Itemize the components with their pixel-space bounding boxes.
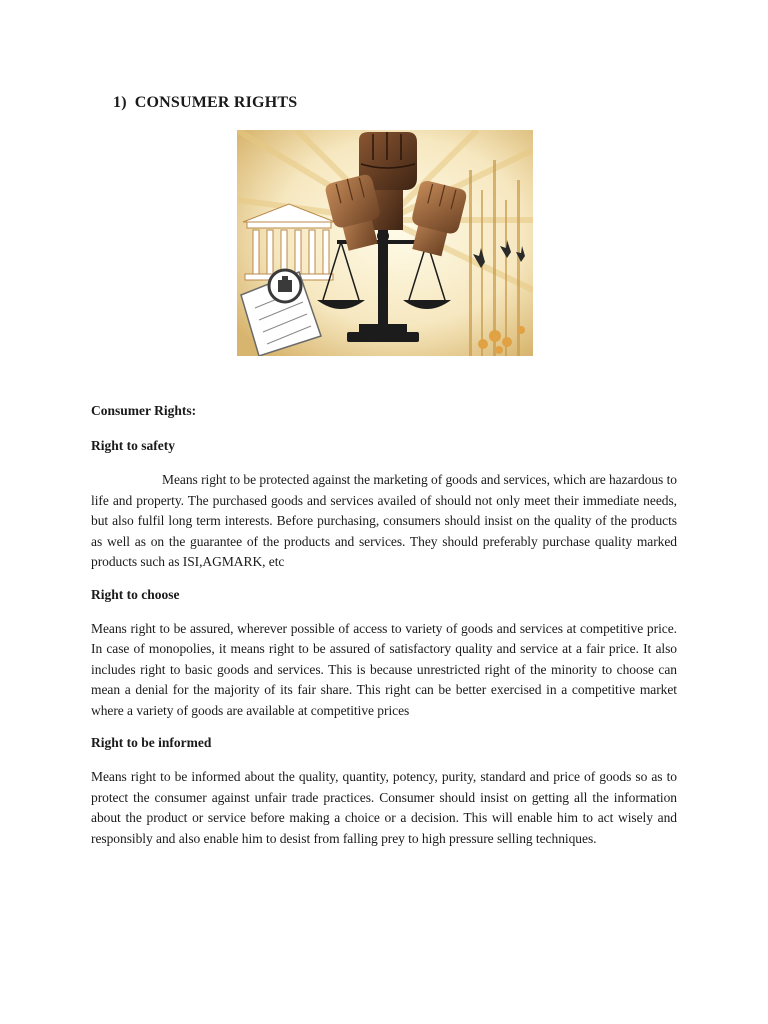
- right-to-safety-body: Means right to be protected against the marketing of goods and services, which are hazardous to life and property. The purchased goods and services availed of should not only meet their immediate needs, but also fulfil long term interests. Before purchasing, consumers should insist on the quality of the products as well as on the guarantee of the products and services. They should preferably purchase quality marked products such as ISI,AGMARK, etc: [91, 472, 677, 569]
- page-heading: [113, 94, 297, 112]
- consumer-rights-illustration: [237, 130, 533, 356]
- right-to-choose-body: Means right to be assured, wherever possible of access to variety of goods and services at competitive price. In case of monopolies, it means right to be assured of satisfactory quality and service at a fair price. It also includes right to basic goods and services. This is because unrestricted right of the minority to choose can mean a denial for the majority of its fair share. This right can be better exercised in a competitive market where a variety of goods are available at competitive prices: [91, 620, 677, 718]
- right-to-safety-title: Right to safety: [91, 438, 175, 453]
- heading-number: 1): [113, 94, 127, 111]
- document-body: [91, 402, 677, 862]
- section-label: Consumer Rights:: [91, 403, 197, 418]
- right-to-choose-title: Right to choose: [91, 586, 180, 602]
- right-to-be-informed-body: Means right to be informed about the quality, quantity, potency, purity, standard and price of goods so as to protect the consumer against unfair trade practices. Consumer should insist on getting all the information about the product or service before making a choice or a decision. This will enable him to act wisely and responsibly and also enable him to desist from falling prey to high pressure selling techniques.: [91, 769, 677, 846]
- heading-title: CONSUMER RIGHTS: [134, 94, 298, 111]
- right-to-be-informed-title: Right to be informed: [91, 735, 212, 750]
